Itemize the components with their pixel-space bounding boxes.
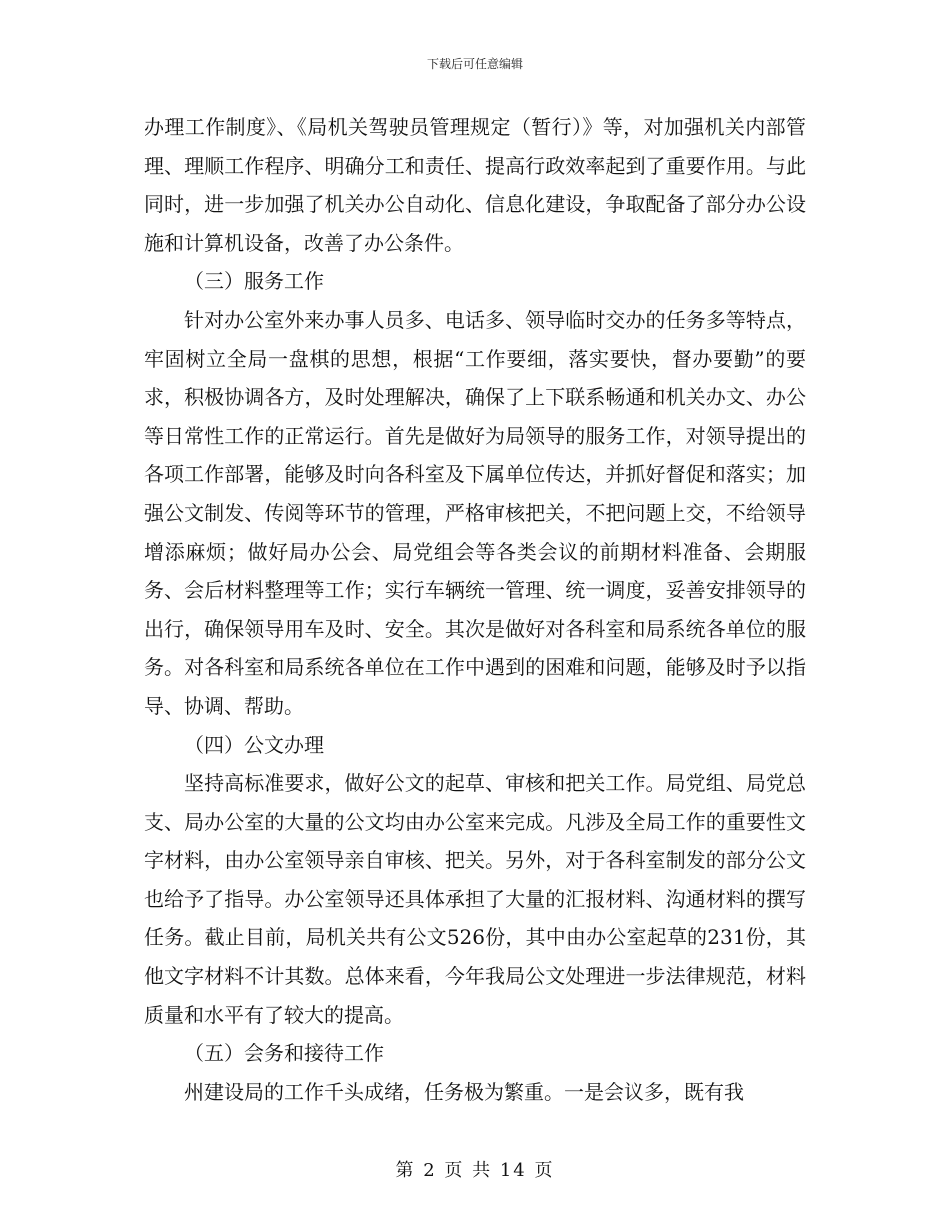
paragraph-meetings: 州建设局的工作千头成绪，任务极为繁重。一是会议多，既有我	[184, 1079, 744, 1104]
section-heading-documents: （四）公文办理	[184, 732, 324, 757]
paragraph-continuation: 办理工作制度》、《局机关驾驶员管理规定（暂行）》等，对加强机关内部管理、理顺工作程序、明确分工和责任、提高行政效率起到了重要作用。与此同时，进一步加强了机关办公自动化、信息化建设，争取配备了部分办公设施和计算机设备，改善了办公条件。	[144, 115, 806, 255]
section-heading-service: （三）服务工作	[184, 269, 324, 294]
page-number: 第 2 页 共 14 页	[395, 1160, 555, 1181]
paragraph-service: 针对办公室外来办事人员多、电话多、领导临时交办的任务多等特点，牢固树立全局一盘棋的思想，根据“工作要细，落实要快，督办要勤”的要求，积极协调各方，及时处理解决，确保了上下联系畅通和机关办文、办公等日常性工作的正常运行。首先是做好为局领导的服务工作，对领导提出的各项工作部署，能够及时向各科室及下属单位传达，并抓好督促和落实；加强公文制发、传阅等环节的管理，严格审核把关，不把问题上交，不给领导增添麻烦；做好局办公会、局党组会等各类会议的前期材料准备、会期服务、会后材料整理等工作；实行车辆统一管理、统一调度，妥善安排领导的出行，确保领导用车及时、安全。其次是做好对各科室和局系统各单位的服务。对各科室和局系统各单位在工作中遇到的困难和问题，能够及时予以指导、协调、帮助。	[144, 307, 806, 718]
paragraph-documents: 坚持高标准要求，做好公文的起草、审核和把关工作。局党组、局党总支、局办公室的大量的公文均由办公室来完成。凡涉及全局工作的重要性文字材料，由办公室领导亲自审核、把关。另外，对于各科室制发的部分公文也给予了指导。办公室领导还具体承担了大量的汇报材料、沟通材料的撰写任务。截止目前，局机关共有公文526份，其中由办公室起草的231份，其他文字材料不计其数。总体来看，今年我局公文处理进一步法律规范，材料质量和水平有了较大的提高。	[144, 771, 806, 1027]
page-header-note: 下载后可任意编辑	[426, 57, 523, 71]
document-body	[144, 108, 806, 1111]
section-heading-meetings: （五）会务和接待工作	[184, 1041, 384, 1066]
